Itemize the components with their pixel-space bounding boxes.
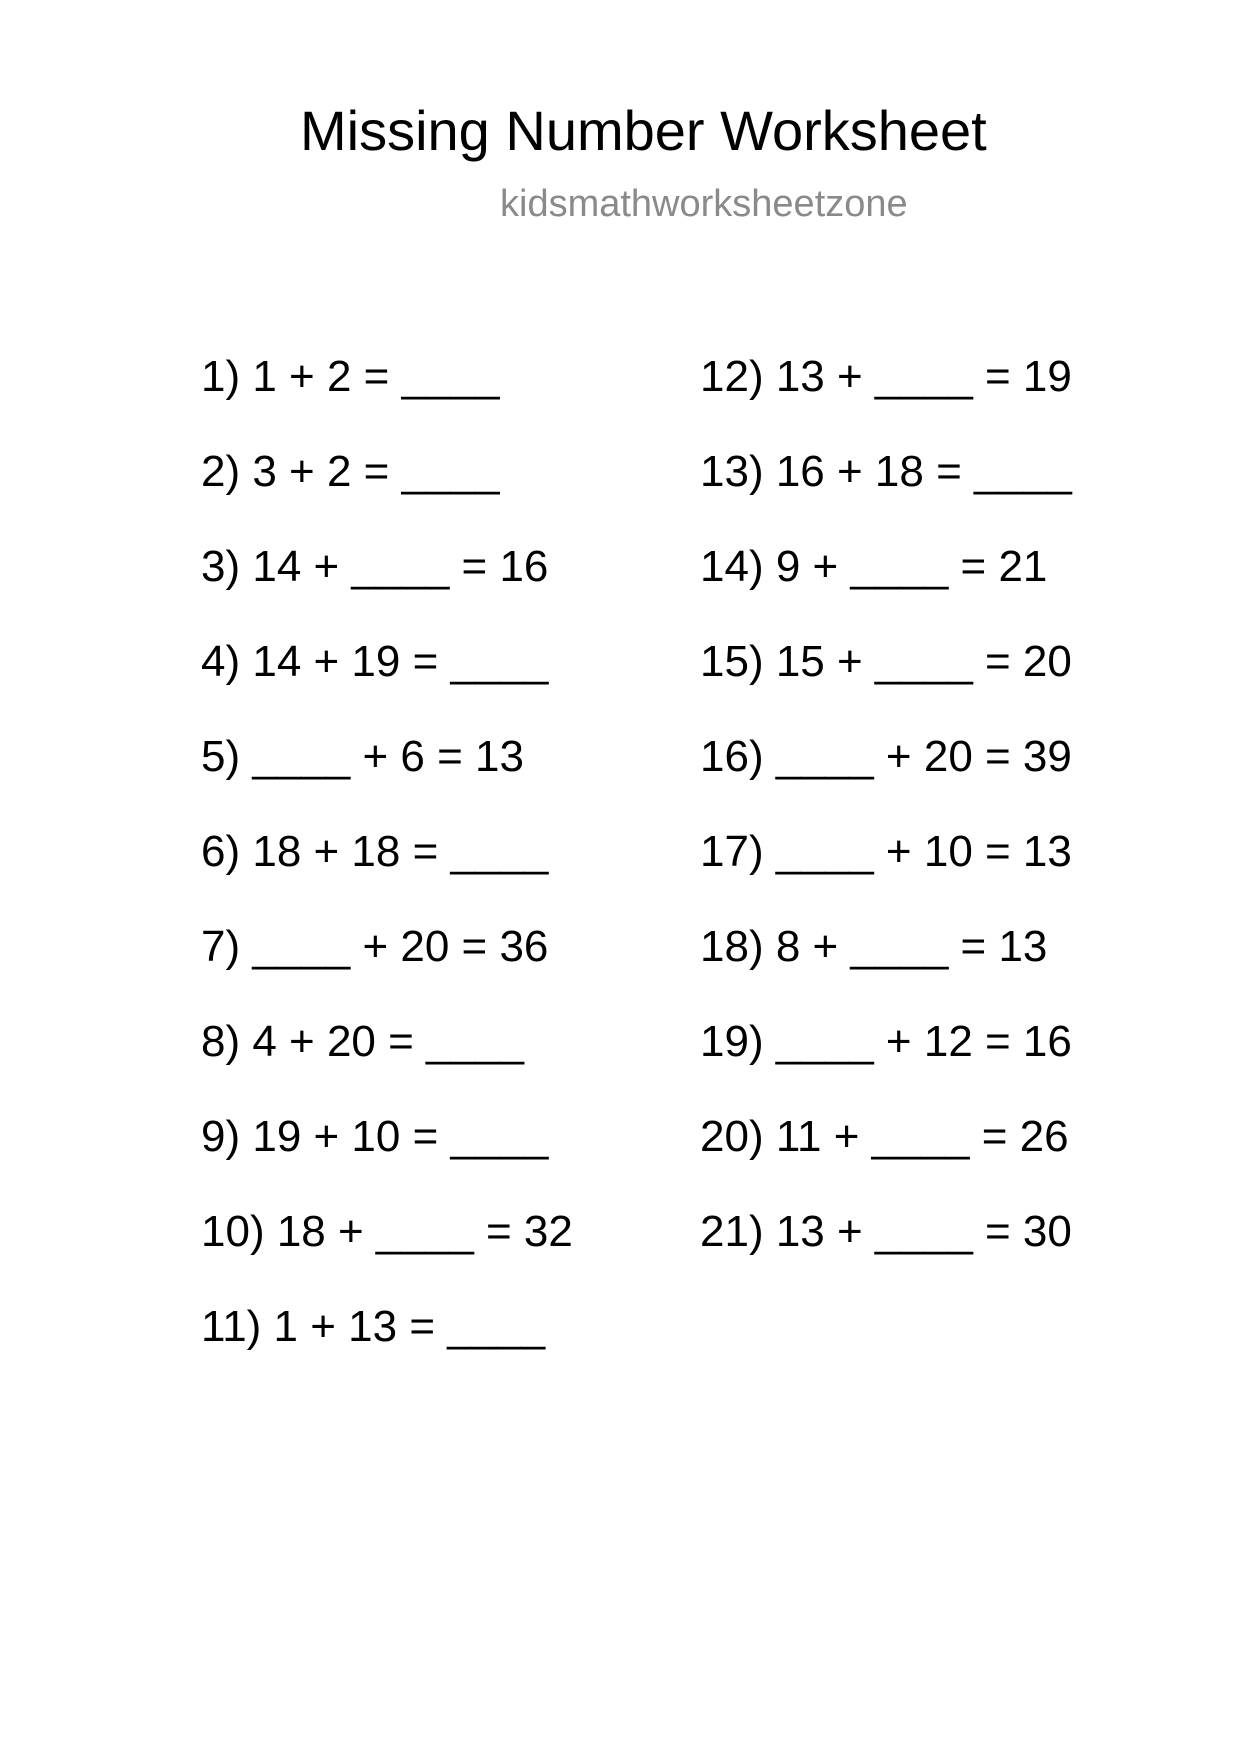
problem: 6) 18 + 18 = ____ xyxy=(201,827,549,876)
problem: 16) ____ + 20 = 39 xyxy=(700,732,1072,781)
problem: 8) 4 + 20 = ____ xyxy=(201,1017,524,1066)
problem: 21) 13 + ____ = 30 xyxy=(700,1207,1072,1256)
problem: 15) 15 + ____ = 20 xyxy=(700,637,1072,686)
problems-right-column xyxy=(700,329,1072,1279)
problem: 10) 18 + ____ = 32 xyxy=(201,1207,573,1256)
problem: 18) 8 + ____ = 13 xyxy=(700,922,1048,971)
problem: 19) ____ + 12 = 16 xyxy=(700,1017,1072,1066)
problem: 14) 9 + ____ = 21 xyxy=(700,542,1048,591)
problem: 11) 1 + 13 = ____ xyxy=(201,1302,546,1351)
worksheet-title: Missing Number Worksheet xyxy=(300,99,987,162)
problem: 13) 16 + 18 = ____ xyxy=(700,447,1072,496)
problem: 7) ____ + 20 = 36 xyxy=(201,922,549,971)
problem: 12) 13 + ____ = 19 xyxy=(700,352,1072,401)
problem: 2) 3 + 2 = ____ xyxy=(201,447,500,496)
problem: 4) 14 + 19 = ____ xyxy=(201,637,549,686)
problem: 20) 11 + ____ = 26 xyxy=(700,1112,1069,1161)
problem: 1) 1 + 2 = ____ xyxy=(201,352,500,401)
problem: 9) 19 + 10 = ____ xyxy=(201,1112,549,1161)
problem: 3) 14 + ____ = 16 xyxy=(201,542,549,591)
problem: 17) ____ + 10 = 13 xyxy=(700,827,1072,876)
problem: 5) ____ + 6 = 13 xyxy=(201,732,524,781)
problems-left-column xyxy=(201,329,573,1374)
site-name: kidsmathworksheetzone xyxy=(500,183,908,225)
